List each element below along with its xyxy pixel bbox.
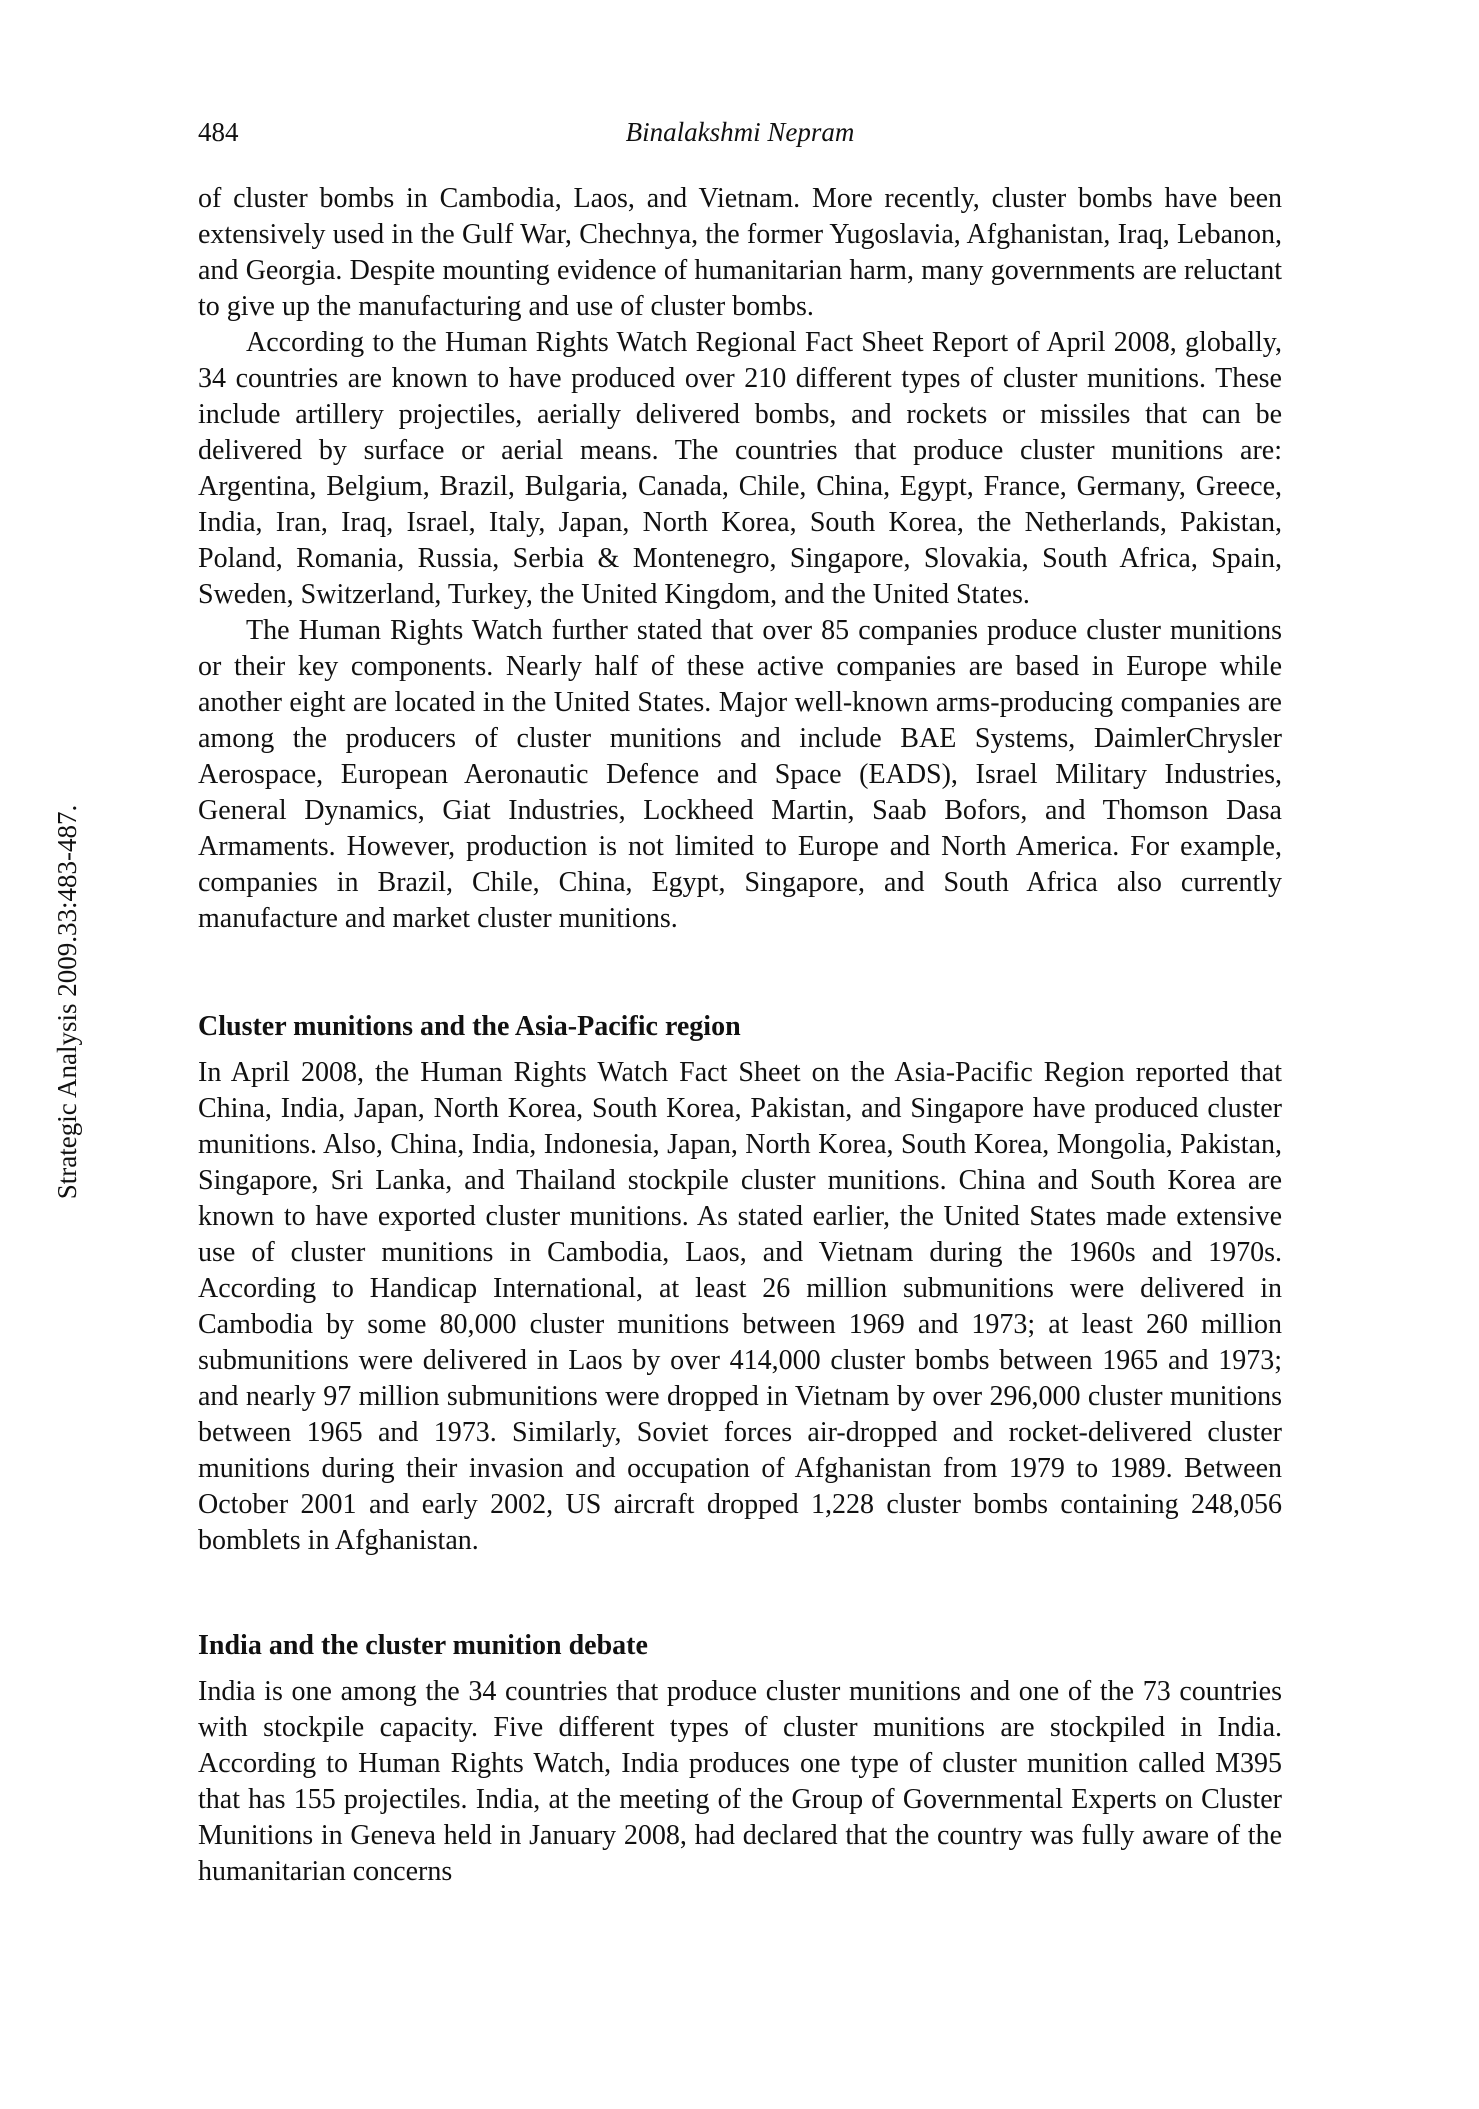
article-body [198, 181, 1282, 1890]
paragraph-continued: of cluster bombs in Cambodia, Laos, and Vietnam. More recently, cluster bombs have been extensively used in the Gulf War, Chechnya, the former Yugoslavia, Afghanistan, Iraq, Lebanon, and Georgia. Despite mounting evidence of humanitarian harm, many governments are reluctant to give up the manufacturing and use of cluster bombs. [198, 183, 1282, 322]
section-heading-india: India and the cluster munition debate [198, 1630, 648, 1661]
paragraph-asia-pacific: In April 2008, the Human Rights Watch Fact Sheet on the Asia-Pacific Region reported that China, India, Japan, North Korea, South Korea, Pakistan, and Singapore have produced cluster munitions. Also, China, India, Indonesia, Japan, North Korea, South Korea, Mongolia, Pakistan, Singapore, Sri Lanka, and Thailand stockpile cluster munitions. China and South Korea are known to have exported cluster munitions. As stated earlier, the United States made extensive use of cluster munitions in Cambodia, Laos, and Vietnam during the 1960s and 1970s. According to Handicap International, at least 26 million submunitions were delivered in Cambodia by some 80,000 cluster munitions between 1969 and 1973; at least 260 million submunitions were delivered in Laos by over 414,000 cluster bombs between 1965 and 1973; and nearly 97 million submunitions were dropped in Vietnam by over 296,000 cluster munitions between 1965 and 1973. Similarly, Soviet forces air-dropped and rocket-delivered cluster munitions during their invasion and occupation of Afghanistan from 1979 to 1989. Between October 2001 and early 2002, US aircraft dropped 1,228 cluster bombs containing 248,056 bomblets in Afghanistan. [198, 1057, 1282, 1556]
paragraph-producer-companies: The Human Rights Watch further stated that over 85 companies produce cluster munitions or their key components. Nearly half of these active companies are based in Europe while another eight are located in the United States. Major well-known arms-producing companies are among the producers of cluster munitions and include BAE Systems, DaimlerChrysler Aerospace, European Aeronautic Defence and Space (EADS), Israel Military Industries, General Dynamics, Giat Industries, Lockheed Martin, Saab Bofors, and Thomson Dasa Armaments. However, production is not limited to Europe and North America. For example, companies in Brazil, Chile, China, Egypt, Singapore, and South Africa also currently manufacture and market cluster munitions. [198, 615, 1282, 934]
paragraph-producer-countries: According to the Human Rights Watch Regional Fact Sheet Report of April 2008, globally, 34 countries are known to have produced over 210 different types of cluster munitions. These include artillery projectiles, aerially delivered bombs, and rockets or missiles that can be delivered by surface or aerial means. The countries that produce cluster munitions are: Argentina, Belgium, Brazil, Bulgaria, Canada, Chile, China, Egypt, France, Germany, Greece, India, Iran, Iraq, Israel, Italy, Japan, North Korea, South Korea, the Netherlands, Pakistan, Poland, Romania, Russia, Serbia & Montenegro, Singapore, Slovakia, South Africa, Spain, Sweden, Switzerland, Turkey, the United Kingdom, and the United States. [198, 327, 1282, 610]
page-number: 484 [198, 117, 239, 147]
running-head: Binalakshmi Nepram [625, 117, 855, 147]
paragraph-india: India is one among the 34 countries that produce cluster munitions and one of the 73 countries with stockpile capacity. Five different types of cluster munitions are stockpiled in India. According to Human Rights Watch, India produces one type of cluster munition called M395 that has 155 projectiles. India, at the meeting of the Group of Governmental Experts on Cluster Munitions in Geneva held in January 2008, had declared that the country was fully aware of the humanitarian concerns [198, 1676, 1282, 1887]
citation-side-note: Strategic Analysis 2009.33:483-487. [52, 804, 82, 1200]
section-heading-asia-pacific: Cluster munitions and the Asia-Pacific region [198, 1011, 741, 1042]
